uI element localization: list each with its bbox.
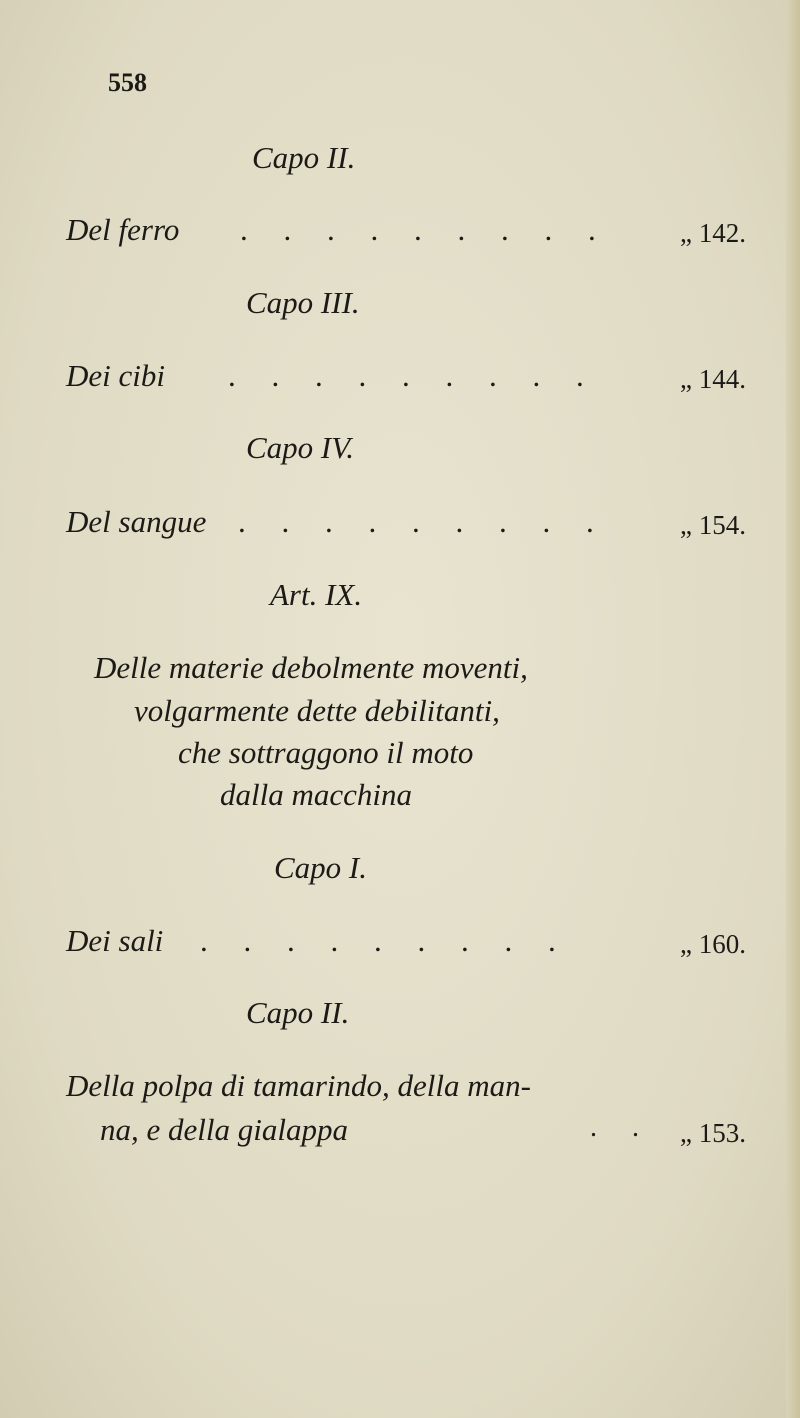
article-heading: Art. IX. [270,577,363,612]
leader-dots: . . [590,1112,653,1143]
entry-page: „ 153. [680,1118,746,1148]
entry-title: Del ferro [66,212,180,247]
entry-page: „ 160. [680,929,746,959]
page-edge [786,0,800,1418]
chapter-heading: Capo II. [252,140,356,175]
entry-title: Dei cibi [66,358,165,393]
entry-page: „ 144. [680,364,746,394]
entry-title: Del sangue [66,504,207,539]
article-title-line: volgarmente dette debilitanti, [134,693,500,728]
entry-title-line: Della polpa di tamarindo, della man- [66,1068,531,1103]
entry-title-line: na, e della gialappa [100,1112,348,1147]
entry-title: Dei sali [66,923,164,958]
article-title-line: Delle materie debolmente moventi, [94,650,528,685]
entry-page: „ 154. [680,510,746,540]
chapter-heading: Capo I. [274,850,367,885]
leader-dots: . . . . . . . . . [200,923,570,958]
article-title-line: dalla macchina [220,777,412,812]
leader-dots: . . . . . . . . . [240,212,610,247]
article-title-line: che sottraggono il moto [178,735,474,770]
page-number: 558 [108,68,147,97]
chapter-heading: Capo II. [246,995,350,1030]
chapter-heading: Capo IV. [246,430,354,465]
leader-dots: . . . . . . . . . [228,358,598,393]
chapter-heading: Capo III. [246,285,360,320]
leader-dots: . . . . . . . . . [238,504,608,539]
entry-page: „ 142. [680,218,746,248]
